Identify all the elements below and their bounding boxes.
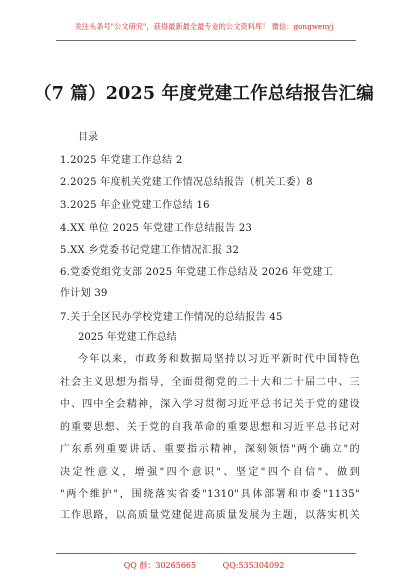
header-divider	[56, 40, 356, 41]
document-title: （7 篇）2025 年度党建工作总结报告汇编	[34, 84, 374, 104]
body-text-line: 的重要思想、关于党的自我革命的重要思想和习近平总书记对	[60, 422, 360, 433]
toc-item: 5.XX 乡党委书记党建工作情况汇报 32	[60, 245, 240, 256]
toc-item: 1.2025 年党建工作总结 2	[60, 155, 183, 166]
body-text-line: 社会主义思想为指导，全面贯彻党的二十大和二十届二中、三	[60, 377, 360, 388]
toc-item: 2.2025 年度机关党建工作情况总结报告（机关工委）8	[60, 177, 313, 188]
body-text-line: "两个维护"，围绕落实省委"1310"具体部署和市委"1135"	[60, 489, 360, 500]
toc-item-continuation: 作计划 39	[60, 288, 108, 299]
toc-item: 7.关于全区民办学校党建工作情况的总结报告 45	[60, 312, 283, 323]
header-banner: 关注头条号"公文研究"，获得最新最全最专业的公文资料库！ 微信：gongwenyj	[74, 22, 334, 31]
body-text-line: 决定性意义，增强"四个意识"、坚定"四个自信"、做到	[60, 467, 360, 478]
toc-item: 4.XX 单位 2025 年党建工作总结报告 23	[60, 223, 253, 234]
body-text-line: 广东系列重要讲话、重要指示精神，深刻领悟"两个确立"的	[60, 444, 360, 455]
toc-item: 6.党委党组党支部 2025 年党建工作总结及 2026 年党建工	[60, 267, 334, 278]
toc-item: 3.2025 年企业党建工作总结 16	[60, 200, 210, 211]
footer-contact	[0, 560, 408, 571]
body-text-line: 工作思路，以高质量党建促进高质量发展为主题，以落实机关	[60, 510, 360, 521]
body-text-line: 今年以来，市政务和数据局坚持以习近平新时代中国特色	[78, 354, 360, 365]
footer-qq-group: QQ 群：30265665	[123, 561, 197, 570]
body-text-line: 中、四中全会精神，深入学习贯彻习近平总书记关于党的建设	[60, 399, 360, 410]
footer-qq-number: QQ:535304092	[222, 561, 285, 570]
section-title: 2025 年党建工作总结	[78, 332, 177, 343]
footer-divider	[56, 553, 356, 554]
toc-heading: 目录	[78, 132, 98, 143]
